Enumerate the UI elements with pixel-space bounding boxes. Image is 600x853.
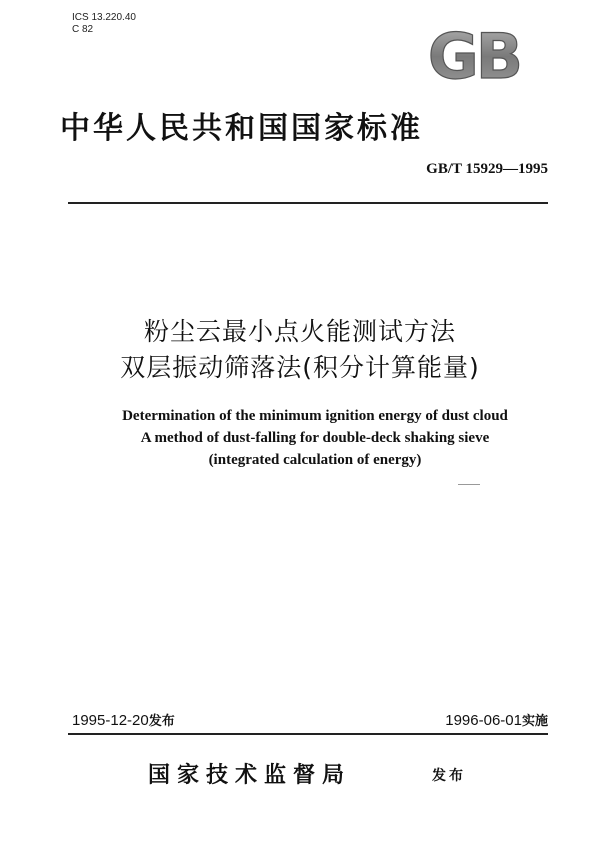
ics-code: ICS 13.220.40 xyxy=(72,12,136,23)
national-standard-title: 中华人民共和国国家标准 xyxy=(60,111,423,146)
cn-title-line1: 粉尘云最小点火能测试方法 xyxy=(143,317,456,346)
classification-codes xyxy=(72,12,136,36)
effective-date xyxy=(445,710,548,729)
issue-date-suffix: 发布 xyxy=(148,714,175,729)
cn-title-line2: 双层振动筛落法(积分计算能量) xyxy=(120,353,480,382)
issuing-authority: 国家技术监督局 xyxy=(148,762,352,788)
issuer-issue-word: 发布 xyxy=(432,768,466,784)
effective-date-suffix: 实施 xyxy=(521,714,548,729)
gb-logo-text: GB xyxy=(427,24,521,86)
ccs-code: C 82 xyxy=(72,24,94,35)
issue-date xyxy=(72,710,175,729)
en-title-line3: (integrated calculation of energy) xyxy=(208,452,422,468)
en-title-line1: Determination of the minimum ignition energy of dust cloud xyxy=(122,408,508,424)
gb-logo xyxy=(420,24,528,86)
en-title-line2: A method of dust-falling for double-deck shaking sieve xyxy=(140,430,490,446)
effective-date-value: 1996-06-01 xyxy=(445,712,522,729)
standard-number: GB/T 15929—1995 xyxy=(426,161,548,177)
decorative-dash xyxy=(458,484,480,485)
issue-date-value: 1995-12-20 xyxy=(72,712,149,729)
footer-rule xyxy=(68,733,548,735)
header-rule xyxy=(68,202,548,204)
